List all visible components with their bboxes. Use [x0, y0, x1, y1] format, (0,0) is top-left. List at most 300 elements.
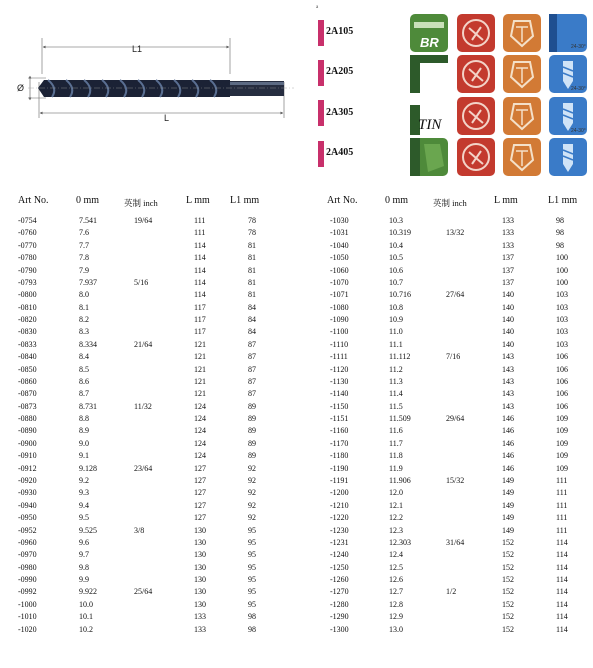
table-cell: 103 [556, 327, 568, 337]
table-cell: 11.8 [389, 451, 403, 461]
table-cell: 31/64 [446, 537, 465, 547]
table-cell: 78 [248, 228, 256, 238]
table-cell: 81 [248, 240, 256, 250]
table-cell: 149 [502, 475, 514, 485]
table-cell: 133 [502, 216, 514, 225]
table-cell: -1300 [330, 624, 349, 634]
table-cell: 9.1 [79, 451, 89, 461]
table-cell: -1111 [330, 352, 348, 362]
table-cell: 9.128 [79, 463, 97, 473]
table-cell: 11.3 [389, 376, 403, 386]
table-cell: 7/16 [446, 352, 461, 362]
table-cell: 133 [502, 228, 514, 238]
table-cell: -0770 [18, 240, 37, 250]
table-cell: -0952 [18, 525, 37, 535]
table-cell: 140 [502, 290, 514, 300]
table-cell: 87 [248, 352, 256, 362]
table-cell: -0900 [18, 438, 37, 448]
table-cell: 21/64 [134, 339, 153, 349]
table-cell: 87 [248, 364, 256, 374]
table-cell: 1/2 [446, 587, 457, 597]
table-cell: -0930 [18, 488, 37, 498]
table-cell: -1100 [330, 327, 349, 337]
table-cell: -1231 [330, 537, 349, 547]
table-cell: 111 [556, 513, 568, 523]
table-cell: 10.5 [389, 253, 403, 263]
table-cell: 100 [556, 253, 568, 263]
table-cell: 130 [194, 562, 206, 572]
table-cell: 84 [248, 302, 256, 312]
table-cell: 29/64 [446, 414, 465, 424]
table-cell: 11.112 [389, 352, 411, 362]
table-cell: 127 [194, 513, 206, 523]
table-cell: 23/64 [134, 463, 153, 473]
table-cell: -0940 [18, 500, 37, 510]
drill-drawing [14, 38, 294, 133]
table-cell: 111 [194, 228, 206, 238]
table-cell: 84 [248, 315, 256, 325]
table-cell: -1170 [330, 438, 349, 448]
marker-text: a [316, 5, 319, 10]
table-cell: 130 [194, 550, 206, 560]
table-cell: 12.2 [389, 513, 403, 523]
table-cell: -1031 [330, 228, 349, 238]
table-cell: 89 [248, 451, 256, 461]
table-cell: 152 [502, 575, 514, 585]
table-cell: 111 [556, 488, 568, 498]
table-cell: 111 [194, 216, 206, 225]
table-cell: 11.7 [389, 438, 403, 448]
table-cell: 133 [502, 240, 514, 250]
table-cell: 127 [194, 488, 206, 498]
flute-angle-icon [549, 138, 587, 176]
table-cell: 95 [248, 599, 256, 609]
table-cell: 8.1 [79, 302, 89, 312]
table-cell: 95 [248, 562, 256, 572]
table-cell: -1120 [330, 364, 349, 374]
table-cell: -0910 [18, 451, 37, 461]
table-cell: 10.7 [389, 277, 403, 287]
table-cell: -0990 [18, 575, 37, 585]
table-cell: 109 [556, 426, 568, 436]
code-tab [318, 141, 324, 167]
table-cell: 146 [502, 414, 514, 424]
table-cell: 106 [556, 352, 568, 362]
table-cell: 8.3 [79, 327, 89, 337]
table-cell: 137 [502, 277, 514, 287]
table-cell: 140 [502, 302, 514, 312]
heat-treatment-icon [457, 97, 495, 135]
table-cell: 100 [556, 277, 568, 287]
table-cell: 7.9 [79, 265, 89, 275]
table-cell: 124 [194, 401, 206, 411]
table-cell: 121 [194, 364, 206, 374]
table-cell: -0793 [18, 277, 37, 287]
table-cell: -1000 [18, 599, 37, 609]
table-cell: 84 [248, 327, 256, 337]
table-cell: 25/64 [134, 587, 153, 597]
column-header: 英制 inch [124, 198, 158, 208]
table-cell: 92 [248, 500, 256, 510]
table-cell: 152 [502, 550, 514, 560]
table-cell: 152 [502, 537, 514, 547]
table-cell: -0970 [18, 550, 37, 560]
table-cell: 133 [194, 624, 206, 634]
table-cell: 12.4 [389, 550, 403, 560]
heat-treatment-icon [457, 55, 495, 93]
table-cell: -1240 [330, 550, 349, 560]
table-cell: 10.4 [389, 240, 403, 250]
table-cell: 111 [556, 475, 568, 485]
table-cell: 11.509 [389, 414, 411, 424]
table-cell: -1210 [330, 500, 349, 510]
table-cell: 109 [556, 451, 568, 461]
table-cell: 81 [248, 277, 256, 287]
table-cell: -1220 [330, 513, 349, 523]
table-cell: 11.9 [389, 463, 403, 473]
l1-label: L1 [132, 44, 143, 54]
table-cell: 143 [502, 389, 514, 399]
table-cell: 133 [194, 612, 206, 622]
table-cell: 103 [556, 339, 568, 349]
tin-label: TIN [418, 117, 442, 133]
table-cell: -1080 [330, 302, 349, 312]
table-cell: 8.0 [79, 290, 89, 300]
table-cell: 152 [502, 587, 514, 597]
table-cell: 81 [248, 265, 256, 275]
table-cell: 152 [502, 599, 514, 609]
table-cell: 114 [194, 290, 206, 300]
table-cell: 12.3 [389, 525, 403, 535]
table-cell: 7.541 [79, 216, 97, 225]
table-cell: 12.9 [389, 612, 403, 622]
table-cell: 146 [502, 463, 514, 473]
table-cell: 10.3 [389, 216, 403, 225]
table-cell: 15/32 [446, 475, 465, 485]
table-cell: 152 [502, 624, 514, 634]
table-cell: 27/64 [446, 290, 465, 300]
table-cell: 11.1 [389, 339, 403, 349]
table-cell: 9.3 [79, 488, 89, 498]
table-cell: -1110 [330, 339, 349, 349]
table-cell: 89 [248, 401, 256, 411]
table-cell: -1250 [330, 562, 349, 572]
table-cell: 10.716 [389, 290, 411, 300]
table-cell: 81 [248, 290, 256, 300]
table-cell: -1190 [330, 463, 349, 473]
table-cell: 10.6 [389, 265, 403, 275]
table-cell: 7.8 [79, 253, 89, 263]
table-cell: 121 [194, 376, 206, 386]
table-cell: 11/32 [134, 401, 152, 411]
table-cell: -0890 [18, 426, 37, 436]
table-cell: 11.4 [389, 389, 403, 399]
table-cell: -1260 [330, 575, 349, 585]
table-cell: -0754 [18, 216, 37, 225]
table-cell: 143 [502, 376, 514, 386]
table-cell: -0912 [18, 463, 37, 473]
table-cell: 87 [248, 376, 256, 386]
point-geometry-icon [503, 97, 541, 135]
column-header: Art No. [18, 195, 49, 206]
table-cell: -1071 [330, 290, 349, 300]
table-cell: 11.6 [389, 426, 403, 436]
table-cell: -1290 [330, 612, 349, 622]
l-label: L [164, 113, 170, 123]
table-cell: 114 [556, 624, 568, 634]
table-cell: 95 [248, 587, 256, 597]
table-cell: -1200 [330, 488, 349, 498]
table-cell: -1140 [330, 389, 349, 399]
table-cell: 95 [248, 525, 256, 535]
table-cell: -0820 [18, 315, 37, 325]
table-cell: 11.906 [389, 475, 411, 485]
column-header: 0 mm [76, 195, 100, 206]
table-cell: 143 [502, 364, 514, 374]
table-cell: -0830 [18, 327, 37, 337]
heat-treatment-icon [457, 14, 495, 52]
code-label: 2A305 [326, 107, 354, 118]
table-cell: 106 [556, 364, 568, 374]
table-cell: 8.731 [79, 401, 97, 411]
table-cell: 130 [194, 525, 206, 535]
table-cell: 8.334 [79, 339, 97, 349]
chip-breaker-icon [410, 138, 448, 176]
table-cell: 130 [194, 537, 206, 547]
table-cell: 103 [556, 302, 568, 312]
table-cell: 95 [248, 575, 256, 585]
table-cell: 109 [556, 438, 568, 448]
table-cell: 98 [556, 216, 564, 225]
table-cell: -1280 [330, 599, 349, 609]
table-cell: 149 [502, 500, 514, 510]
table-cell: 12.7 [389, 587, 403, 597]
column-header: 英制 inch [433, 198, 467, 208]
table-cell: -1040 [330, 240, 349, 250]
table-cell: -0790 [18, 265, 37, 275]
table-cell: -1070 [330, 277, 349, 287]
table-cell: -1030 [330, 216, 349, 225]
table-cell: 12.8 [389, 599, 403, 609]
table-cell: 11.0 [389, 327, 403, 337]
table-cell: 117 [194, 302, 206, 312]
table-cell: -0870 [18, 389, 37, 399]
table-cell: 19/64 [134, 216, 153, 225]
table-cell: 111 [556, 525, 568, 535]
code-tab [318, 60, 324, 86]
table-cell: -0960 [18, 537, 37, 547]
table-cell: 12.5 [389, 562, 403, 572]
table-cell: 10.2 [79, 624, 93, 634]
table-cell: 98 [556, 228, 564, 238]
table-cell: 12.0 [389, 488, 403, 498]
table-cell: -1160 [330, 426, 349, 436]
angle-label: 24-30° [571, 86, 586, 92]
table-cell: -0873 [18, 401, 37, 411]
table-cell: 127 [194, 475, 206, 485]
table-cell: 7.937 [79, 277, 97, 287]
table-cell: -0992 [18, 587, 37, 597]
br-label: BR [420, 35, 439, 50]
table-cell: 10.1 [79, 612, 93, 622]
table-cell: 114 [194, 253, 206, 263]
table-cell: 10.8 [389, 302, 403, 312]
table-cell: 92 [248, 463, 256, 473]
table-cell: 9.5 [79, 513, 89, 523]
table-cell: 9.4 [79, 500, 89, 510]
table-cell: 146 [502, 451, 514, 461]
table-cell: 114 [556, 612, 568, 622]
table-cell: 106 [556, 401, 568, 411]
heat-treatment-icon [457, 138, 495, 176]
column-header: 0 mm [385, 195, 409, 206]
table-cell: 78 [248, 216, 256, 225]
table-cell: -1090 [330, 315, 349, 325]
table-cell: -0840 [18, 352, 37, 362]
table-cell: 124 [194, 451, 206, 461]
table-cell: 130 [194, 599, 206, 609]
table-cell: 121 [194, 352, 206, 362]
table-cell: 124 [194, 438, 206, 448]
table-cell: 92 [248, 475, 256, 485]
table-cell: 124 [194, 414, 206, 424]
table-cell: -0800 [18, 290, 37, 300]
code-label: 2A205 [326, 66, 354, 77]
table-cell: 121 [194, 339, 206, 349]
point-geometry-icon [503, 14, 541, 52]
table-cell: 106 [556, 376, 568, 386]
table-cell: 95 [248, 537, 256, 547]
table-cell: 130 [194, 575, 206, 585]
table-cell: 127 [194, 463, 206, 473]
code-tab [318, 100, 324, 126]
table-cell: 10.0 [79, 599, 93, 609]
table-cell: 149 [502, 488, 514, 498]
table-cell: 8.5 [79, 364, 89, 374]
table-cell: 124 [194, 426, 206, 436]
column-header: L mm [494, 195, 518, 206]
table-cell: -1230 [330, 525, 349, 535]
table-cell: 130 [194, 587, 206, 597]
table-cell: 109 [556, 414, 568, 424]
column-header: L1 mm [230, 195, 260, 206]
table-cell: 146 [502, 438, 514, 448]
table-cell: -0950 [18, 513, 37, 523]
table-cell: 8.7 [79, 389, 89, 399]
table-cell: 114 [556, 587, 568, 597]
table-cell: 98 [556, 240, 564, 250]
table-cell: 137 [502, 253, 514, 263]
table-cell: 146 [502, 426, 514, 436]
diameter-label: Ø [17, 83, 25, 93]
table-cell: 9.2 [79, 475, 89, 485]
table-cell: 9.922 [79, 587, 97, 597]
table-cell: -0980 [18, 562, 37, 572]
table-cell: 114 [556, 575, 568, 585]
table-cell: -1191 [330, 475, 349, 485]
table-cell: 8.2 [79, 315, 89, 325]
table-cell: 149 [502, 513, 514, 523]
table-cell: 12.303 [389, 537, 411, 547]
table-cell: 114 [556, 537, 568, 547]
table-cell: 114 [194, 240, 206, 250]
code-label: 2A105 [326, 26, 354, 37]
table-cell: 7.6 [79, 228, 89, 238]
table-cell: -1050 [330, 253, 349, 263]
table-cell: -1180 [330, 451, 349, 461]
table-cell: -0810 [18, 302, 37, 312]
table-cell: 92 [248, 488, 256, 498]
table-cell: 9.525 [79, 525, 97, 535]
code-label: 2A405 [326, 147, 354, 158]
table-cell: 103 [556, 290, 568, 300]
table-cell: 117 [194, 315, 206, 325]
table-cell: -1151 [330, 414, 349, 424]
table-cell: 152 [502, 612, 514, 622]
angle-label: 24-30° [571, 44, 586, 50]
table-cell: 8.8 [79, 414, 89, 424]
table-cell: 89 [248, 438, 256, 448]
table-cell: 98 [248, 612, 256, 622]
angle-label: 24-30° [571, 128, 586, 134]
table-cell: 143 [502, 401, 514, 411]
table-cell: 114 [194, 265, 206, 275]
table-cell: -1150 [330, 401, 349, 411]
table-cell: 12.6 [389, 575, 403, 585]
table-cell: -0920 [18, 475, 37, 485]
table-cell: 9.0 [79, 438, 89, 448]
table-cell: 8.6 [79, 376, 89, 386]
chip-breaker-icon [410, 55, 448, 93]
table-cell: 13/32 [446, 228, 465, 238]
table-cell: 5/16 [134, 277, 149, 287]
table-cell: 9.9 [79, 575, 89, 585]
table-cell: -0880 [18, 414, 37, 424]
table-cell: 100 [556, 265, 568, 275]
table-cell: 111 [556, 500, 568, 510]
table-cell: -0760 [18, 228, 37, 238]
point-geometry-icon [503, 55, 541, 93]
table-cell: 3/8 [134, 525, 145, 535]
table-cell: 12.1 [389, 500, 403, 510]
table-cell: 89 [248, 426, 256, 436]
table-cell: 121 [194, 389, 206, 399]
table-cell: 117 [194, 327, 206, 337]
table-cell: -1270 [330, 587, 349, 597]
table-cell: 8.4 [79, 352, 89, 362]
table-cell: 140 [502, 339, 514, 349]
table-cell: 140 [502, 327, 514, 337]
table-cell: 81 [248, 253, 256, 263]
table-cell: 11.2 [389, 364, 403, 374]
table-cell: 98 [248, 624, 256, 634]
table-cell: 114 [556, 599, 568, 609]
table-cell: -0860 [18, 376, 37, 386]
table-cell: 87 [248, 389, 256, 399]
table-cell: 8.9 [79, 426, 89, 436]
table-cell: 9.7 [79, 550, 89, 560]
table-cell: 13.0 [389, 624, 403, 634]
table-cell: 152 [502, 562, 514, 572]
table-cell: 106 [556, 389, 568, 399]
table-cell: 143 [502, 352, 514, 362]
table-cell: 114 [556, 562, 568, 572]
table-cell: 140 [502, 315, 514, 325]
column-header: L1 mm [548, 195, 578, 206]
table-cell: -0780 [18, 253, 37, 263]
table-cell: 95 [248, 550, 256, 560]
point-geometry-icon [503, 138, 541, 176]
